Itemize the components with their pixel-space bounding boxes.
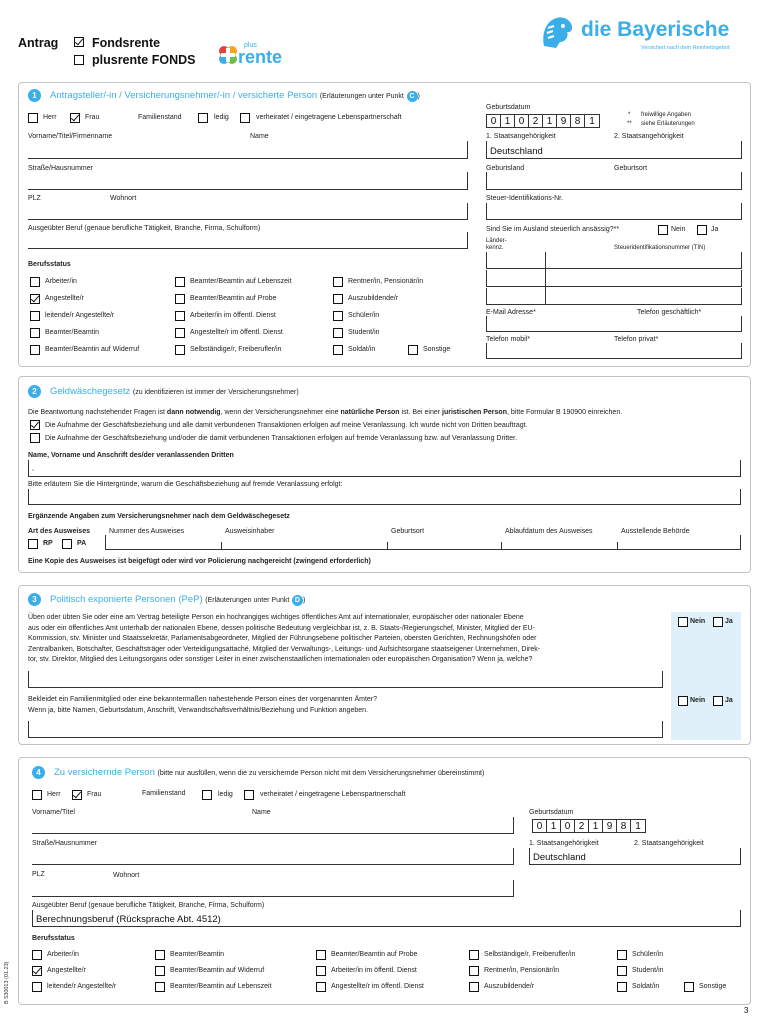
p4-vorname-label: Vorname/Titel [32,809,75,816]
page-number: 3 [744,1006,749,1015]
note-erlaeuterungen: siehe Erläuterungen [641,121,695,127]
section-1-subtitle: (Erläuterungen unter Punkt [319,93,404,100]
antrag-label: Antrag [18,36,59,50]
section-2-subtitle: (zu identifizieren ist immer der Versicherungsnehmer) [132,389,299,396]
p4-status-widerruf-label: Beamter/Beamtin auf Widerruf [170,967,265,974]
ausland-ja-checkbox[interactable] [697,225,707,235]
status-arbeiter-oeff-checkbox[interactable] [175,311,185,321]
section-1-title [50,90,420,102]
beruf-label: Ausgeübter Beruf (genaue berufliche Tätigkeit, Branche, Firma, Schulform) [28,225,261,232]
status-leitende-checkbox[interactable] [30,311,40,321]
rp-label: RP [43,540,53,547]
gw-fremd-checkbox[interactable] [30,433,40,443]
pep-answer-area [671,612,741,740]
ledig-checkbox[interactable] [198,113,208,123]
section-3-subtitle: (Erläuterungen unter Punkt [205,597,290,604]
p4-name-field[interactable] [32,817,514,834]
verheiratet-label: verheiratet / eingetragene Lebenspartnerschaft [256,114,402,121]
pep2-ja-checkbox[interactable] [713,696,723,706]
frau-label: Frau [85,114,100,121]
staat1-label: 1. Staatsangehörigkeit [486,133,556,140]
p4-staat1-value: Deutschland [533,852,586,863]
p4-status-rentner-checkbox[interactable] [469,966,479,976]
ausweis-geburtsort-label: Geburtsort [391,528,425,535]
p4-frau-label: Frau [87,791,102,798]
p4-status-probe-checkbox[interactable] [316,950,326,960]
geburtsland-label: Geburtsland [486,165,525,172]
section-2-title [50,386,299,397]
divider [387,542,388,550]
status-probe-label: Beamter/Beamtin auf Probe [190,295,277,302]
p4-status-beamter-label: Beamter/Beamtin [170,951,225,958]
p4-verheiratet-checkbox[interactable] [244,790,254,800]
tin-label: Steueridentifikationsnummer (TIN) [614,245,706,251]
p4-familienstand-label: Familienstand [142,790,186,797]
name-field[interactable] [28,141,468,159]
p4-status-azubi-checkbox[interactable] [469,982,479,992]
dritte-field[interactable] [28,460,741,477]
status-beamter-label: Beamter/Beamtin [45,329,100,336]
status-azubi-label: Auszubildende/r [348,295,399,302]
steuerid-field[interactable] [486,203,742,220]
p4-ledig-checkbox[interactable] [202,790,212,800]
status-rentner-label: Rentner/in, Pensionär/in [348,278,424,285]
section-2-title-text: Geldwäschegesetz [50,386,131,397]
hint-c-badge: C [407,91,418,102]
wohnort-label: Wohnort [110,195,137,202]
p4-beruf-value: Berechnungsberuf (Rücksprache Abt. 4512) [36,914,221,925]
status-beamter-checkbox[interactable] [30,328,40,338]
section-1-number: 1 [28,89,41,102]
pep1-nein-label: Nein [690,618,706,625]
p4-status-lebenszeit-label: Beamter/Beamtin auf Lebenszeit [170,983,272,990]
pep2-ja-label: Ja [725,697,733,704]
divider [617,542,618,550]
p4-status-leitende-checkbox[interactable] [32,982,42,992]
p4-status-schueler-checkbox[interactable] [617,950,627,960]
plz-label: PLZ [28,195,41,202]
p4-status-angestellte-label: Angestellte/r [47,967,86,974]
fondsrente-checkbox[interactable] [74,37,84,47]
ausweis-field[interactable] [105,535,741,550]
status-angestellte-oeff-checkbox[interactable] [175,328,185,338]
tel-g-label: Telefon geschäftlich* [637,309,702,316]
rp-checkbox[interactable] [28,539,38,549]
pep1-ja-label: Ja [725,618,733,625]
p4-status-arbeiter-label: Arbeiter/in [47,951,79,958]
logo-plus-text: plus [244,42,257,49]
p4-geburtsdatum-label: Geburtsdatum [529,809,574,816]
status-angestellte-checkbox[interactable] [30,294,40,304]
ausland-label: Sind Sie im Ausland steuerlich ansässig?** [486,226,620,233]
name-label: Name [250,133,269,140]
p4-verheiratet-label: verheiratet / eingetragene Lebenspartnerschaft [260,791,406,798]
p4-ledig-label: ledig [218,791,233,798]
p4-status-widerruf-checkbox[interactable] [155,966,165,976]
p4-wohnort-field[interactable] [32,880,514,897]
brand-name: die Bayerische [581,18,730,41]
art-ausweis-label: Art des Ausweises [28,528,90,535]
status-widerruf-checkbox[interactable] [30,345,40,355]
gw-intro: Die Beantwortung nachstehender Fragen ist dann notwendig, wenn der Versicherungsnehmer eine natürliche Person ist. Bei einer juristischen Person, bitte Formular B 190900 einreichen. [28,409,623,416]
p4-status-selbstaendig-label: Selbständige/r, Freiberufler/in [484,951,576,958]
p4-status-arbeiter-checkbox[interactable] [32,950,42,960]
section-2-number: 2 [28,385,41,398]
ausweis-behoerde-label: Ausstellende Behörde [621,528,690,535]
status-soldat-checkbox[interactable] [333,345,343,355]
ausweis-ablauf-label: Ablaufdatum des Ausweises [505,528,593,535]
p4-herr-checkbox[interactable] [32,790,42,800]
p4-beruf-label: Ausgeübter Beruf (genaue berufliche Tätigkeit, Branche, Firma, Schulform) [32,902,265,909]
divider [221,542,222,550]
tel-p-label: Telefon privat* [614,336,659,343]
p4-frau-checkbox[interactable] [72,790,82,800]
status-sonstige-label: Sonstige [423,346,451,353]
email-field[interactable] [486,316,742,332]
ledig-label: ledig [214,114,229,121]
ausland-nein-label: Nein [671,226,686,233]
p4-strasse-field[interactable] [32,848,514,865]
pep1-ja-checkbox[interactable] [713,617,723,627]
status-soldat-label: Soldat/in [348,346,376,353]
ausweis-inhaber-label: Ausweisinhaber [225,528,275,535]
p4-status-soldat-label: Soldat/in [632,983,660,990]
gw-eigene-checkbox[interactable] [30,420,40,430]
status-student-checkbox[interactable] [333,328,343,338]
geburtsdatum-label: Geburtsdatum [486,104,531,111]
section-3-title [50,594,305,606]
status-angestellte-label: Angestellte/r [45,295,84,302]
section-4-subtitle: (bitte nur ausfüllen, wenn die zu versichernde Person nicht mit dem Versicherungsnehmer übereinstimmt) [157,770,485,777]
pep1-nein-checkbox[interactable] [678,617,688,627]
p4-status-angestellte-oeff-checkbox[interactable] [316,982,326,992]
status-angestellte-oeff-label: Angestellte/r im öffentl. Dienst [190,329,283,336]
geburtsort-label: Geburtsort [614,165,648,172]
familienstand-label: Familienstand [138,114,182,121]
p4-status-sonstige-checkbox[interactable] [684,982,694,992]
note-star1: * [628,112,631,118]
pa-label: PA [77,540,87,547]
telefon-field[interactable] [486,343,742,359]
p4-wohnort-label: Wohnort [113,872,140,879]
ausweis-nummer-label: Nummer des Ausweises [109,528,185,535]
section-3-number: 3 [28,593,41,606]
p4-status-rentner-label: Rentner/in, Pensionär/in [484,967,560,974]
status-azubi-checkbox[interactable] [333,294,343,304]
geburtsdatum-field[interactable]: 0 1 0 2 1 9 8 1 [486,114,600,128]
pep2-field[interactable] [28,721,663,738]
p4-status-sonstige-label: Sonstige [699,983,727,990]
p4-berufsstatus-label: Berufsstatus [32,935,75,942]
laender-label-2: kennz. [486,245,504,251]
tin-divider [545,252,546,305]
pep2-nein-checkbox[interactable] [678,696,688,706]
tin-row-3[interactable] [486,288,742,305]
laender-label-1: Länder- [486,238,507,244]
p4-status-probe-label: Beamter/Beamtin auf Probe [331,951,418,958]
email-label: E-Mail Adresse* [486,309,536,316]
status-lebenszeit-label: Beamter/Beamtin auf Lebenszeit [190,278,292,285]
tin-row-2[interactable] [486,270,742,287]
section-1-title-text: Antragsteller/-in / Versicherungsnehmer/-in / versicherte Person [50,90,318,101]
lion-logo-icon [538,14,576,54]
status-schueler-checkbox[interactable] [333,311,343,321]
p4-status-angestellte-checkbox[interactable] [32,966,42,976]
section-4-title [54,767,484,778]
p4-herr-label: Herr [47,791,61,798]
status-selbstaendig-checkbox[interactable] [175,345,185,355]
beruf-field[interactable] [28,232,468,249]
p4-status-student-label: Student/in [632,967,664,974]
plusrente-checkbox[interactable] [74,55,84,65]
p4-status-soldat-checkbox[interactable] [617,982,627,992]
plusrente-label: plusrente FONDS [92,53,196,67]
note-freiwillig: freiwillige Angaben [641,112,692,118]
pep2-nein-label: Nein [690,697,706,704]
p4-status-azubi-label: Auszubildende/r [484,983,535,990]
strasse-field[interactable] [28,172,468,190]
status-selbstaendig-label: Selbständige/r, Freiberufler/in [190,346,282,353]
gw-fremd-label: Die Aufnahme der Geschäftsbeziehung und/oder die damit verbundenen Transaktionen erfolgen auf fremde Veranlassung bzw. auf Veranlassung Dritter. [45,435,518,442]
strasse-label: Straße/Hausnummer [28,165,93,172]
wohnort-field[interactable] [28,203,468,220]
p4-status-leitende-label: leitende/r Angestellte/r [47,983,117,990]
p4-status-selbstaendig-checkbox[interactable] [469,950,479,960]
plusrente-logo [217,44,239,68]
verheiratet-checkbox[interactable] [240,113,250,123]
status-rentner-checkbox[interactable] [333,277,343,287]
kopie-hinweis: Eine Kopie des Ausweises ist beigefügt oder wird vor Policierung nachgereicht (zwingend erforderlich) [28,558,371,565]
p4-staat1-label: 1. Staatsangehörigkeit [529,840,599,847]
p4-status-arbeiter-oeff-checkbox[interactable] [316,966,326,976]
hintergrund-label: Bitte erläutern Sie die Hintergründe, warum die Geschäftsbeziehung auf fremde Veranlassung erfolgt: [28,481,343,488]
section-3-paren: ) [302,597,306,604]
p4-status-beamter-checkbox[interactable] [155,950,165,960]
status-student-label: Student/in [348,329,380,336]
brand-tagline: Versichert nach dem Reinheitsgebot [641,45,730,51]
p4-geburtsdatum-field[interactable]: 0 1 0 2 1 9 8 1 [532,819,646,833]
status-leitende-label: leitende/r Angestellte/r [45,312,115,319]
p4-status-angestellte-oeff-label: Angestellte/r im öffentl. Dienst [331,983,424,990]
staat2-label: 2. Staatsangehörigkeit [614,133,684,140]
ausland-ja-label: Ja [711,226,719,233]
status-arbeiter-oeff-label: Arbeiter/in im öffentl. Dienst [190,312,276,319]
status-lebenszeit-checkbox[interactable] [175,277,185,287]
fondsrente-label: Fondsrente [92,36,161,50]
form-code: B 530013 (01.23) [4,961,10,1004]
status-sonstige-checkbox[interactable] [408,345,418,355]
pa-checkbox[interactable] [62,539,72,549]
note-star2: ** [627,121,632,127]
p4-status-schueler-label: Schüler/in [632,951,664,958]
steuerid-label: Steuer-Identifikations-Nr. [486,195,564,202]
status-schueler-label: Schüler/in [348,312,380,319]
p4-plz-label: PLZ [32,871,45,878]
staat1-value: Deutschland [490,146,543,157]
status-probe-checkbox[interactable] [175,294,185,304]
p4-name-label: Name [252,809,271,816]
p4-status-student-checkbox[interactable] [617,966,627,976]
herr-label: Herr [43,114,57,121]
status-arbeiter-checkbox[interactable] [30,277,40,287]
plus-logo-icon [217,44,239,66]
divider [501,542,502,550]
tel-m-label: Telefon mobil* [486,336,530,343]
section-3-title-text: Politisch exponierte Personen (PeP) [50,594,203,605]
section-4-number: 4 [32,766,45,779]
pep-question-2: Bekleidet ein Familienmitglied oder eine bekanntermaßen nahestehende Person eines der vorgenannten Ämter? Wenn ja, bitte Namen, Geburtsdatum, Anschrift, Verwandtschaftsverhältnis/Beziehung und Funktion angeben. [28,696,378,714]
pep1-field[interactable] [28,671,663,688]
p4-status-arbeiter-oeff-label: Arbeiter/in im öffentl. Dienst [331,967,417,974]
section-1-paren: ) [417,93,420,100]
dritte-comma: , [32,465,34,472]
frau-checkbox[interactable] [70,113,80,123]
hint-d-badge: D [292,595,303,606]
p4-strasse-label: Straße/Hausnummer [32,840,97,847]
geburtsort-field[interactable] [486,172,742,190]
pep-question-1: Üben oder übten Sie oder eine am Vertrag beteiligte Person ein hochrangiges wichtiges öffentliches Amt auf internationaler, europäischer oder nationaler Ebene aus oder ein öffentliches Amt unterhalb der nationalen Ebene, dessen politische Bedeutung vergleichbar ist, z. B. Staats-/Regierungschef, Minister, Mitglied der EU- Kommission, stv. Minister und Staatssekretär, Parlamentsabgeordneter, Mitglied der Führungsebene politischer Parteien, obersten Gerichten, Rechnungshöfen oder Zentralbanken, Botschafter, Geschäftsträger oder Verteidigungsattaché, Mitglied der Verwaltungs-, Leitungs- und Aufsichtsorgane staatseigener Unternehmen, Direk- tor, stv. Direktor, Mitglied des Leitungsorgans oder sonstiger Leiter in einer zwischenstaatlichen internationalen oder europäischen Organisation? Wenn ja, welche? [28,614,541,663]
vorname-label: Vorname/Titel/Firmenname [28,133,113,140]
hintergrund-field[interactable] [28,489,741,505]
p4-status-lebenszeit-checkbox[interactable] [155,982,165,992]
tin-row-1[interactable] [486,252,742,269]
p4-staat2-label: 2. Staatsangehörigkeit [634,840,704,847]
dritte-label: Name, Vorname und Anschrift des/der veranlassenden Dritten [28,452,234,459]
status-arbeiter-label: Arbeiter/in [45,278,77,285]
status-widerruf-label: Beamter/Beamtin auf Widerruf [45,346,140,353]
berufsstatus-label: Berufsstatus [28,261,71,268]
section-4-title-text: Zu versichernde Person [54,767,155,778]
logo-rente-text: rente [238,47,283,67]
gw-eigene-label: Die Aufnahme der Geschäftsbeziehung und alle damit verbundenen Transaktionen erfolgen auf meine Veranlassung. Ich wurde nicht von Dritten beauftragt. [45,422,528,429]
ergaenzend-label: Ergänzende Angaben zum Versicherungsnehmer nach dem Geldwäschegesetz [28,513,290,520]
herr-checkbox[interactable] [28,113,38,123]
ausland-nein-checkbox[interactable] [658,225,668,235]
